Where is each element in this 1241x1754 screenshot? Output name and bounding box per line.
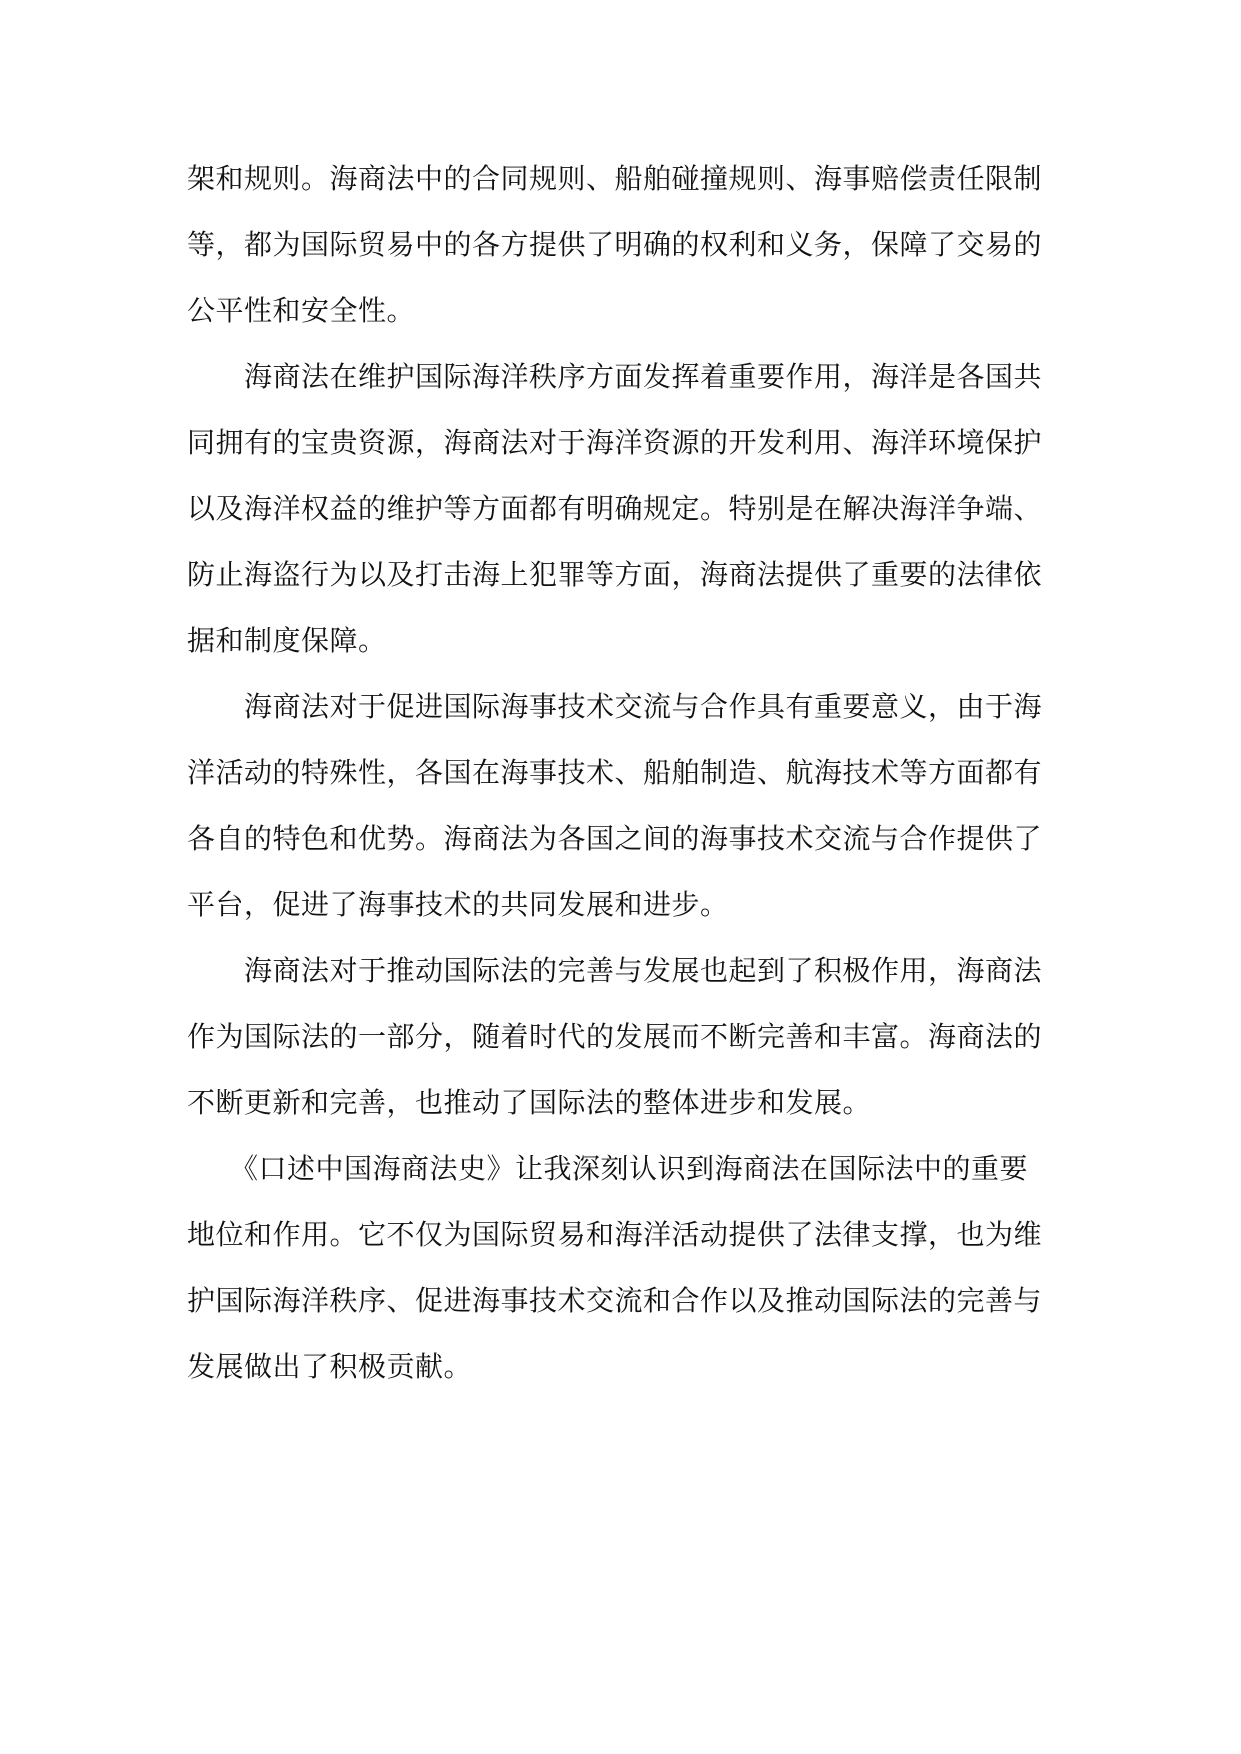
paragraph-1: 架和规则。海商法中的合同规则、船舶碰撞规则、海事赔偿责任限制 等，都为国际贸易中的各方提供了明确的权利和义务，保障了交易的 公平性和安全性。	[187, 162, 1043, 327]
paragraph-3: 海商法对于促进国际海事技术交流与合作具有重要意义，由于海 洋活动的特殊性，各国在海事技术、船舶制造、航海技术等方面都有 各自的特色和优势。海商法为各国之间的海事技术交流与合作提供了 平台，促进了海事技术的共同发展和进步。	[187, 690, 1043, 921]
paragraph-5: 《口述中国海商法史》让我深刻认识到海商法在国际法中的重要 地位和作用。它不仅为国际贸易和海洋活动提供了法律支撑，也为维 护国际海洋秩序、促进海事技术交流和合作以及推动国际法的完善与 发展做出了积极贡献。	[187, 1152, 1043, 1383]
paragraph-4: 海商法对于推动国际法的完善与发展也起到了积极作用，海商法 作为国际法的一部分，随着时代的发展而不断完善和丰富。海商法的 不断更新和完善，也推动了国际法的整体进步和发展。	[187, 954, 1043, 1119]
document-body	[187, 146, 1057, 1400]
paragraph-2: 海商法在维护国际海洋秩序方面发挥着重要作用，海洋是各国共 同拥有的宝贵资源，海商法对于海洋资源的开发利用、海洋环境保护 以及海洋权益的维护等方面都有明确规定。特别是在解决海洋争端、 防止海盗行为以及打击海上犯罪等方面，海商法提供了重要的法律依 据和制度保障。	[187, 360, 1043, 657]
